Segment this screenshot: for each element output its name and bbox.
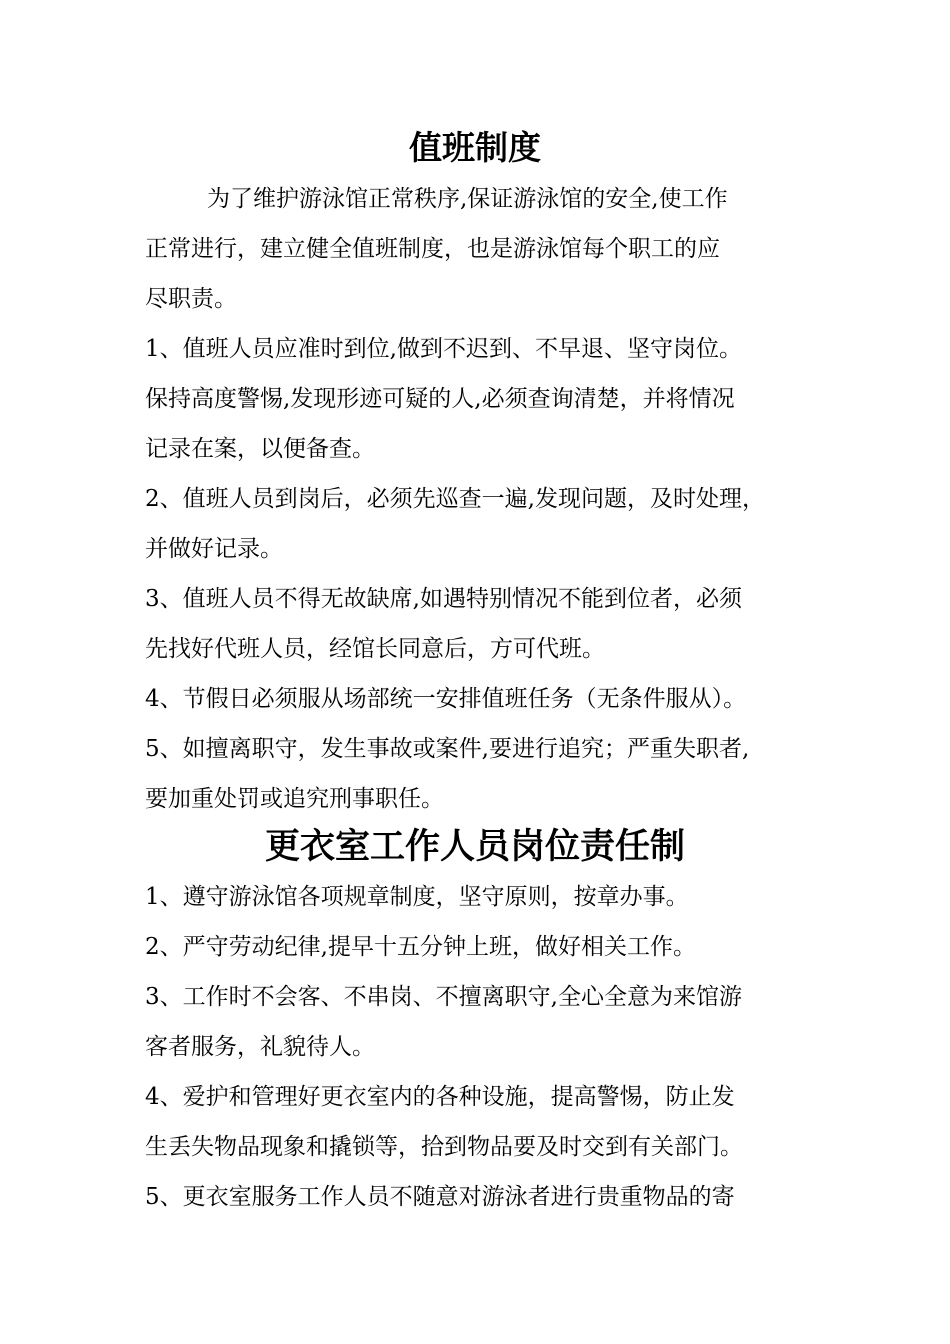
- rule-item-line: 4、节假日必须服从场部统一安排值班任务（无条件服从）。: [145, 686, 747, 712]
- rule-item-line: 1、值班人员应准时到位,做到不迟到、不早退、坚守岗位。: [145, 336, 742, 362]
- rule-item-line: 4、爱护和管理好更衣室内的各种设施，提高警惕，防止发: [145, 1084, 735, 1110]
- section-title-duty-system: 值班制度: [409, 128, 541, 167]
- rule-item-line: 生丢失物品现象和撬锁等，拾到物品要及时交到有关部门。: [145, 1134, 743, 1160]
- rule-item-line: 3、值班人员不得无故缺席,如遇特别情况不能到位者，必须: [145, 586, 742, 612]
- rule-item-line: 记录在案，以便备查。: [145, 436, 375, 462]
- rule-item-line: 保持高度警惕,发现形迹可疑的人,必须查询清楚，并将情况: [145, 386, 735, 412]
- section-title-locker-room-duties: 更衣室工作人员岗位责任制: [264, 826, 685, 867]
- rule-item-line: 先找好代班人员，经馆长同意后，方可代班。: [145, 636, 605, 662]
- rule-item-line: 2、严守劳动纪律,提早十五分钟上班，做好相关工作。: [145, 934, 696, 960]
- rule-item-line: 3、工作时不会客、不串岗、不擅离职守,全心全意为来馆游: [145, 984, 742, 1010]
- paragraph-line: 正常进行，建立健全值班制度，也是游泳馆每个职工的应: [145, 236, 720, 262]
- paragraph-line: 为了维护游泳馆正常秩序,保证游泳馆的安全,使工作: [207, 186, 728, 212]
- rule-item-line: 并做好记录。: [145, 536, 283, 562]
- rule-item-line: 要加重处罚或追究刑事职任。: [145, 786, 444, 812]
- rule-item-line: 1、遵守游泳馆各项规章制度，坚守原则，按章办事。: [145, 884, 689, 910]
- rule-item-line: 客者服务，礼貌待人。: [145, 1034, 375, 1060]
- rule-item-line: 5、如擅离职守，发生事故或案件,要进行追究；严重失职者,: [145, 736, 750, 762]
- rule-item-line: 2、值班人员到岗后，必须先巡查一遍,发现问题，及时处理，: [145, 486, 765, 512]
- rule-item-line: 5、更衣室服务工作人员不随意对游泳者进行贵重物品的寄: [145, 1184, 735, 1210]
- paragraph-line: 尽职责。: [145, 286, 237, 312]
